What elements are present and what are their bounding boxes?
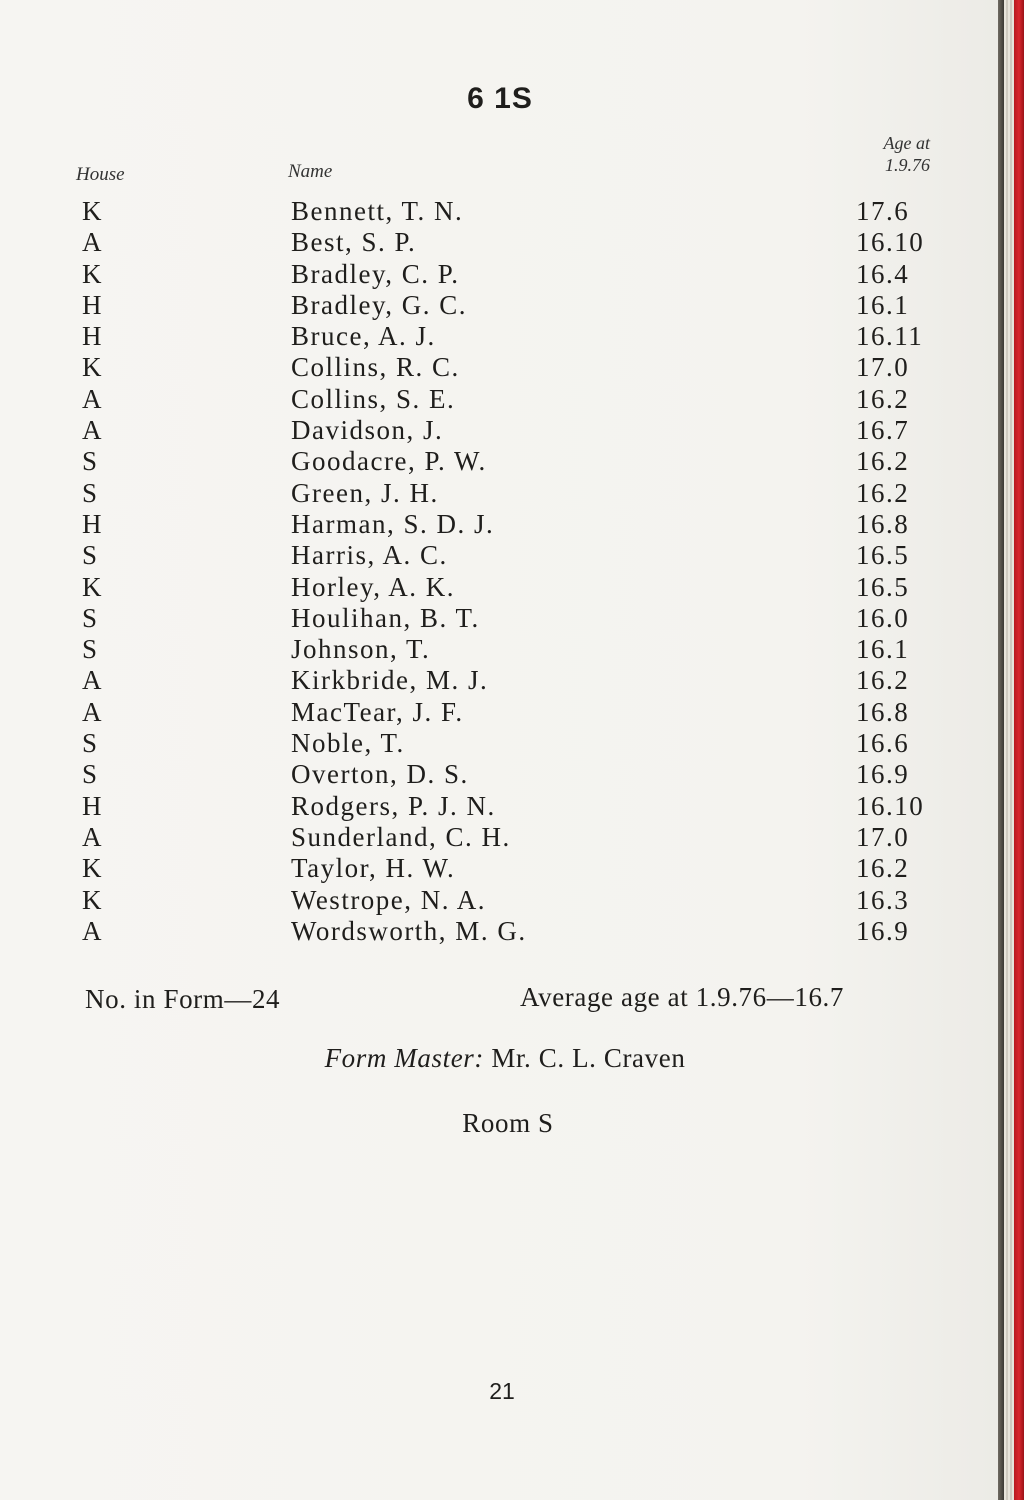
student-house: A [82, 696, 103, 727]
student-house: A [82, 665, 103, 696]
student-name: Bradley, C. P. [291, 258, 460, 289]
student-row [0, 478, 1000, 509]
page-edges [1004, 0, 1014, 1500]
student-list [0, 196, 1000, 947]
student-age: 16.11 [856, 321, 924, 352]
age-header-line2: 1.9.76 [885, 155, 930, 175]
student-row [0, 352, 1000, 383]
student-age: 16.1 [856, 289, 910, 320]
student-house: S [82, 602, 99, 633]
student-house: A [82, 227, 103, 258]
student-row [0, 791, 1000, 822]
student-age: 16.2 [856, 383, 910, 414]
student-house: K [82, 352, 103, 383]
average-age: Average age at 1.9.76—16.7 [520, 982, 844, 1012]
student-name: Harman, S. D. J. [291, 508, 495, 539]
student-name: Horley, A. K. [291, 571, 455, 602]
student-row [0, 415, 1000, 446]
student-age: 16.8 [856, 696, 910, 727]
student-row [0, 446, 1000, 477]
student-row [0, 196, 1000, 227]
student-row [0, 885, 1000, 916]
student-name: Sunderland, C. H. [291, 821, 511, 852]
student-house: S [82, 540, 99, 571]
student-name: Overton, D. S. [291, 759, 469, 790]
student-age: 16.1 [856, 634, 910, 665]
student-age: 16.9 [856, 759, 910, 790]
student-age: 16.10 [856, 227, 925, 258]
student-name: Best, S. P. [291, 227, 417, 258]
student-age: 16.2 [856, 665, 910, 696]
student-house: S [82, 759, 99, 790]
student-house: H [82, 289, 103, 320]
student-age: 17.6 [856, 196, 910, 226]
student-age: 16.7 [856, 415, 910, 446]
student-name: Westrope, N. A. [291, 884, 487, 915]
student-age: 16.4 [856, 258, 910, 289]
student-house: A [82, 383, 103, 414]
student-row [0, 759, 1000, 790]
student-house: H [82, 508, 103, 539]
student-row [0, 509, 1000, 540]
student-age: 16.5 [856, 571, 910, 602]
student-age: 17.0 [856, 352, 910, 383]
student-row [0, 728, 1000, 759]
student-age: 16.5 [856, 540, 910, 571]
student-name: Bruce, A. J. [291, 321, 436, 352]
page-number: 21 [489, 1378, 515, 1404]
age-column-header [820, 132, 930, 176]
student-house: S [82, 446, 99, 477]
student-row [0, 634, 1000, 665]
house-column-header: House [76, 164, 125, 185]
student-house: A [82, 915, 103, 946]
student-house: K [82, 258, 103, 289]
student-name: Noble, T. [291, 728, 405, 759]
student-name: Bennett, T. N. [291, 196, 464, 226]
student-name: Collins, R. C. [291, 352, 460, 383]
student-house: S [82, 728, 99, 759]
student-age: 16.2 [856, 477, 910, 508]
form-master-line [0, 1043, 1010, 1074]
student-house: S [82, 477, 99, 508]
student-name: Houlihan, B. T. [291, 602, 480, 633]
student-age: 16.9 [856, 915, 910, 946]
form-title: 6 1S [467, 82, 533, 115]
student-house: A [82, 821, 103, 852]
student-house: H [82, 321, 103, 352]
form-count: No. in Form—24 [85, 984, 281, 1014]
student-name: MacTear, J. F. [291, 696, 464, 727]
student-name: Kirkbride, M. J. [291, 665, 489, 696]
student-name: Wordsworth, M. G. [291, 915, 527, 946]
student-row [0, 572, 1000, 603]
student-house: K [82, 196, 103, 226]
student-row [0, 853, 1000, 884]
student-house: S [82, 634, 99, 665]
student-house: K [82, 884, 103, 915]
student-row [0, 822, 1000, 853]
student-row [0, 290, 1000, 321]
student-age: 16.10 [856, 790, 925, 821]
student-name: Rodgers, P. J. N. [291, 790, 496, 821]
student-house: A [82, 415, 103, 446]
student-age: 16.8 [856, 508, 910, 539]
form-master-name: Mr. C. L. Craven [484, 1043, 686, 1073]
student-name: Bradley, G. C. [291, 289, 467, 320]
student-age: 16.0 [856, 602, 910, 633]
student-age: 17.0 [856, 821, 910, 852]
student-row [0, 259, 1000, 290]
room-label: Room S [462, 1108, 554, 1138]
student-age: 16.2 [856, 446, 910, 477]
student-row [0, 384, 1000, 415]
student-row [0, 916, 1000, 947]
book-cover-edge [1014, 0, 1024, 1500]
form-master-label: Form Master: [324, 1043, 484, 1073]
student-row [0, 665, 1000, 696]
student-name: Green, J. H. [291, 477, 439, 508]
name-column-header: Name [288, 161, 333, 182]
student-name: Johnson, T. [291, 634, 431, 665]
student-name: Taylor, H. W. [291, 853, 456, 884]
student-house: K [82, 853, 103, 884]
student-age: 16.3 [856, 884, 910, 915]
student-house: H [82, 790, 103, 821]
student-name: Harris, A. C. [291, 540, 448, 571]
age-header-line1: Age at [883, 133, 930, 153]
student-row [0, 603, 1000, 634]
student-row [0, 697, 1000, 728]
student-row [0, 540, 1000, 571]
student-age: 16.6 [856, 728, 910, 759]
student-age: 16.2 [856, 853, 910, 884]
student-name: Goodacre, P. W. [291, 446, 487, 477]
student-house: K [82, 571, 103, 602]
student-row [0, 321, 1000, 352]
student-row [0, 227, 1000, 258]
student-name: Collins, S. E. [291, 383, 456, 414]
student-name: Davidson, J. [291, 415, 444, 446]
